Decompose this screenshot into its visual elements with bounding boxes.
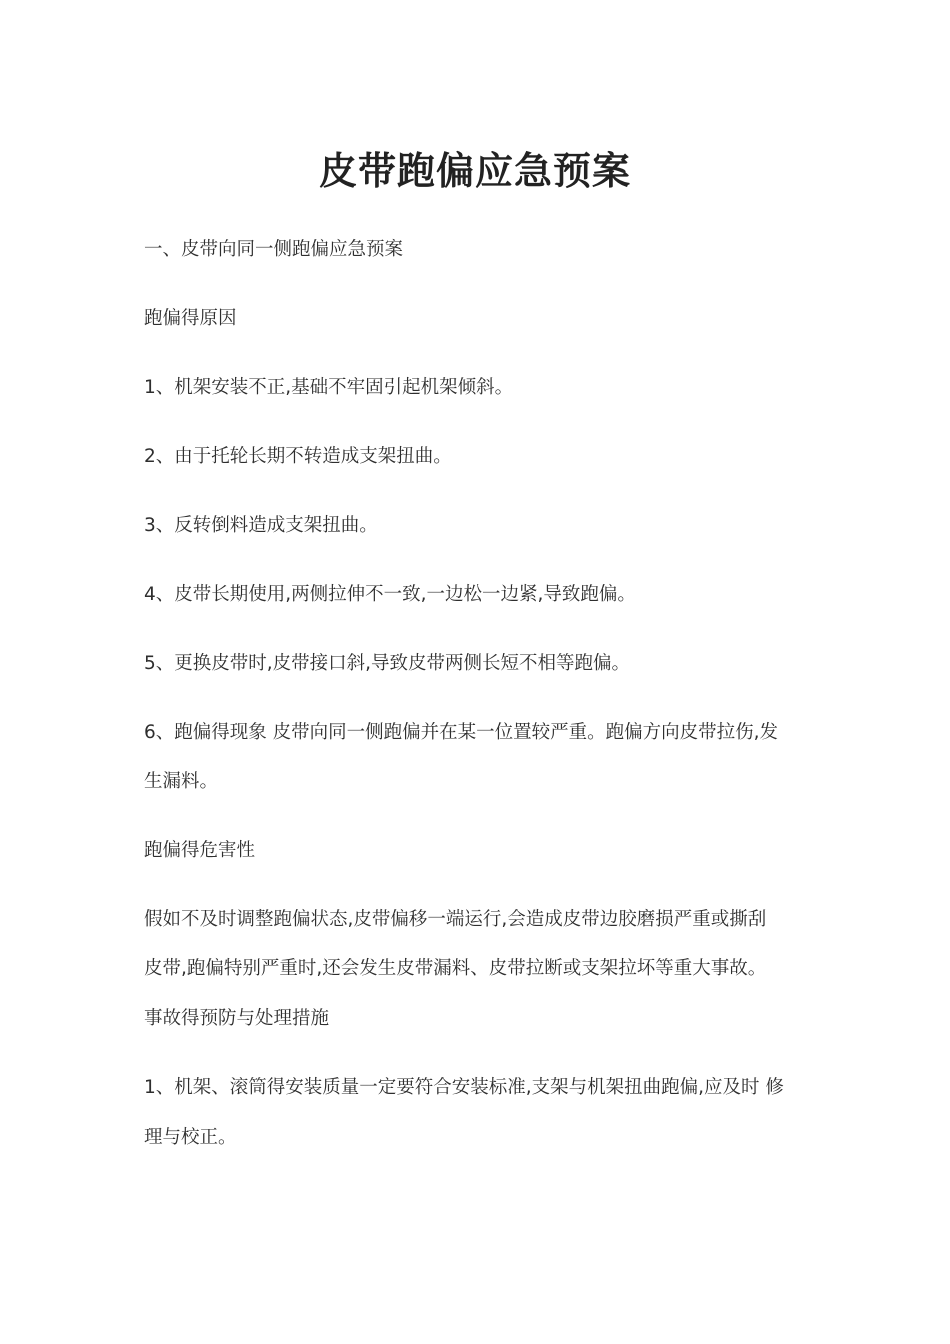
cause-item-3: 3、反转倒料造成支架扭曲。 (144, 515, 378, 536)
cause-item-5: 5、更换皮带时,皮带接口斜,导致皮带两侧长短不相等跑偏。 (144, 653, 631, 674)
cause-item-6-line-1: 6、跑偏得现象 皮带向同一侧跑偏并在某一位置较严重。跑偏方向皮带拉伤,发 (144, 722, 779, 743)
hazards-paragraph-line-2: 皮带,跑偏特别严重时,还会发生皮带漏料、皮带拉断或支架拉坏等重大事故。 (144, 958, 767, 979)
prevention-item-1-line-2: 理与校正。 (144, 1127, 237, 1148)
cause-item-2: 2、由于托轮长期不转造成支架扭曲。 (144, 446, 452, 467)
cause-item-1: 1、机架安装不正,基础不牢固引起机架倾斜。 (144, 377, 514, 398)
cause-item-6-line-2: 生漏料。 (144, 771, 219, 792)
subheading-hazards: 跑偏得危害性 (144, 840, 256, 861)
document-title: 皮带跑偏应急预案 (318, 149, 631, 193)
subheading-prevention: 事故得预防与处理措施 (144, 1008, 330, 1029)
subheading-causes: 跑偏得原因 (144, 308, 237, 329)
prevention-item-1-line-1: 1、机架、滚筒得安装质量一定要符合安装标准,支架与机架扭曲跑偏,应及时 修 (144, 1077, 784, 1098)
cause-item-4: 4、皮带长期使用,两侧拉伸不一致,一边松一边紧,导致跑偏。 (144, 584, 636, 605)
section-heading-1: 一、皮带向同一侧跑偏应急预案 (144, 239, 404, 260)
hazards-paragraph-line-1: 假如不及时调整跑偏状态,皮带偏移一端运行,会造成皮带边胶磨损严重或撕刮 (144, 909, 767, 930)
